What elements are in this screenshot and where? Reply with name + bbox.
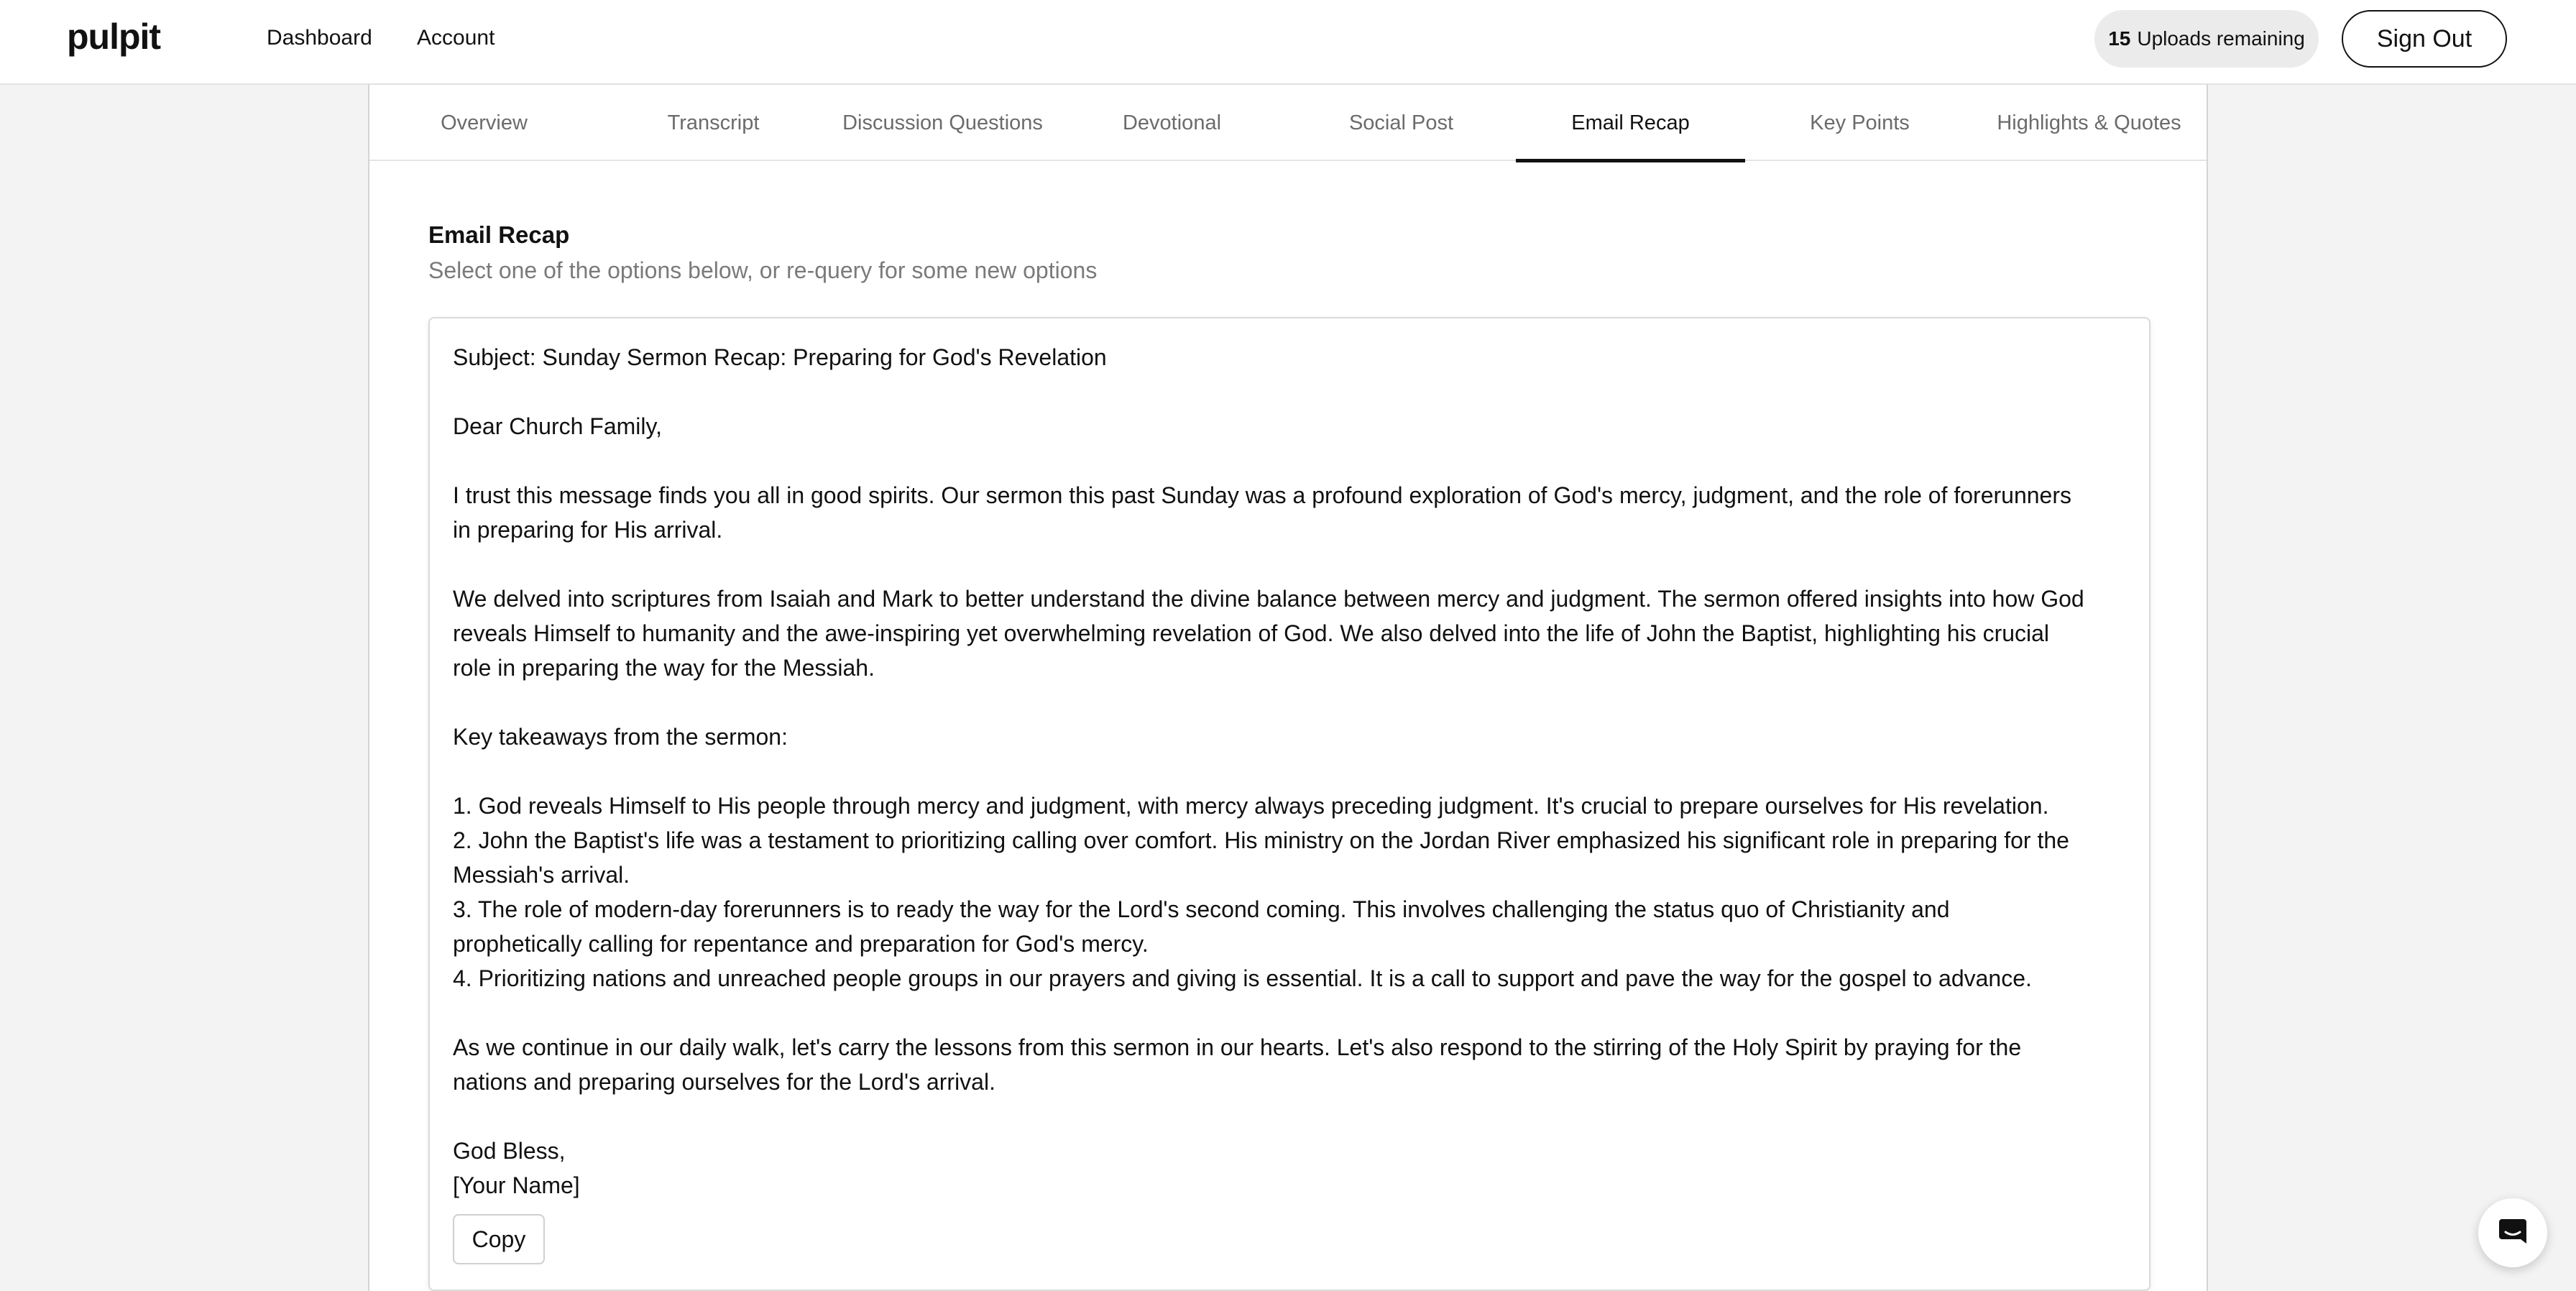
copy-button[interactable]: Copy [453,1214,545,1264]
sign-out-button[interactable]: Sign Out [2342,10,2507,68]
tab-transcript[interactable]: Transcript [667,111,760,134]
recap-takeaway-line: 1. God reveals Himself to His people through mercy and judgment, with mercy always preceding judgment. It's crucial to prepare ourselves for His revelation. [453,793,2049,819]
recap-paragraph-line: role in preparing the way for the Messiah. [453,655,875,681]
tab-devotional[interactable]: Devotional [1122,111,1222,134]
recap-blank-line [453,444,2126,478]
tab-highlights-quotes[interactable]: Highlights & Quotes [1997,111,2181,134]
recap-blank-line [453,996,2126,1030]
recap-blank-line [453,685,2126,720]
recap-takeaway-line: 3. The role of modern-day forerunners is to ready the way for the Lord's second coming. This involves challenging the status quo of Christianity and [453,896,1950,922]
recap-blank-line [453,375,2126,409]
section-subtitle: Select one of the options below, or re-query for some new options [428,257,1098,283]
recap-paragraph-line: I trust this message finds you all in good spirits. Our sermon this past Sunday was a profound exploration of God's mercy, judgment, and the role of forerunners [453,482,2071,508]
recap-paragraph-line: nations and preparing ourselves for the Lord's arrival. [453,1069,995,1095]
recap-blank-line [453,1099,2126,1134]
tab-key-points[interactable]: Key Points [1810,111,1910,134]
tab-email-recap[interactable]: Email Recap [1516,85,1745,161]
recap-paragraph-line: As we continue in our daily walk, let's carry the lessons from this sermon in our hearts. Let's also respond to the stirring of the Holy Spirit by praying for the [453,1034,2022,1060]
uploads-label: Uploads remaining [2137,27,2305,50]
content-tabs [369,85,2207,161]
recap-paragraph-line: reveals Himself to humanity and the awe-inspiring yet overwhelming revelation of God. We also delved into the life of John the Baptist, highlighting his crucial [453,620,2050,646]
recap-takeaway-line: 2. John the Baptist's life was a testament to prioritizing calling over comfort. His ministry on the Jordan River emphasized his significant role in preparing for the [453,827,2069,853]
recap-takeaway-line: prophetically calling for repentance and preparation for God's mercy. [453,931,1149,957]
uploads-count: 15 [2108,27,2131,50]
recap-signature-placeholder: [Your Name] [453,1172,580,1198]
chat-bubble-icon [2496,1215,2529,1251]
recap-takeaway-line: Messiah's arrival. [453,862,630,888]
uploads-remaining-badge [2094,10,2319,68]
tab-overview[interactable]: Overview [441,111,528,134]
pulpit-logo[interactable]: pulpit [67,17,161,57]
recap-blank-line [453,754,2126,789]
email-recap-card[interactable] [428,317,2150,1291]
tab-discussion-questions[interactable]: Discussion Questions [842,111,1043,134]
recap-subject-line: Subject: Sunday Sermon Recap: Preparing for God's Revelation [453,344,1107,370]
recap-paragraph-line: in preparing for His arrival. [453,517,723,543]
recap-blank-line [453,547,2126,582]
recap-paragraph-line: We delved into scriptures from Isaiah and Mark to better understand the divine balance between mercy and judgment. The sermon offered insights into how God [453,586,2084,612]
nav-dashboard-link[interactable]: Dashboard [267,26,372,50]
main-panel [368,85,2208,1291]
tab-social-post[interactable]: Social Post [1348,111,1454,134]
recap-greeting: Dear Church Family, [453,413,663,439]
chat-launcher-button[interactable] [2478,1198,2547,1267]
recap-key-takeaways-heading: Key takeaways from the sermon: [453,724,788,750]
recap-takeaway-line: 4. Prioritizing nations and unreached people groups in our prayers and giving is essential. It is a call to support and pave the way for the gospel to advance. [453,965,2032,991]
top-navbar [0,0,2576,85]
nav-account-link[interactable]: Account [417,26,495,50]
section-title: Email Recap [428,221,570,248]
recap-signoff: God Bless, [453,1138,566,1164]
